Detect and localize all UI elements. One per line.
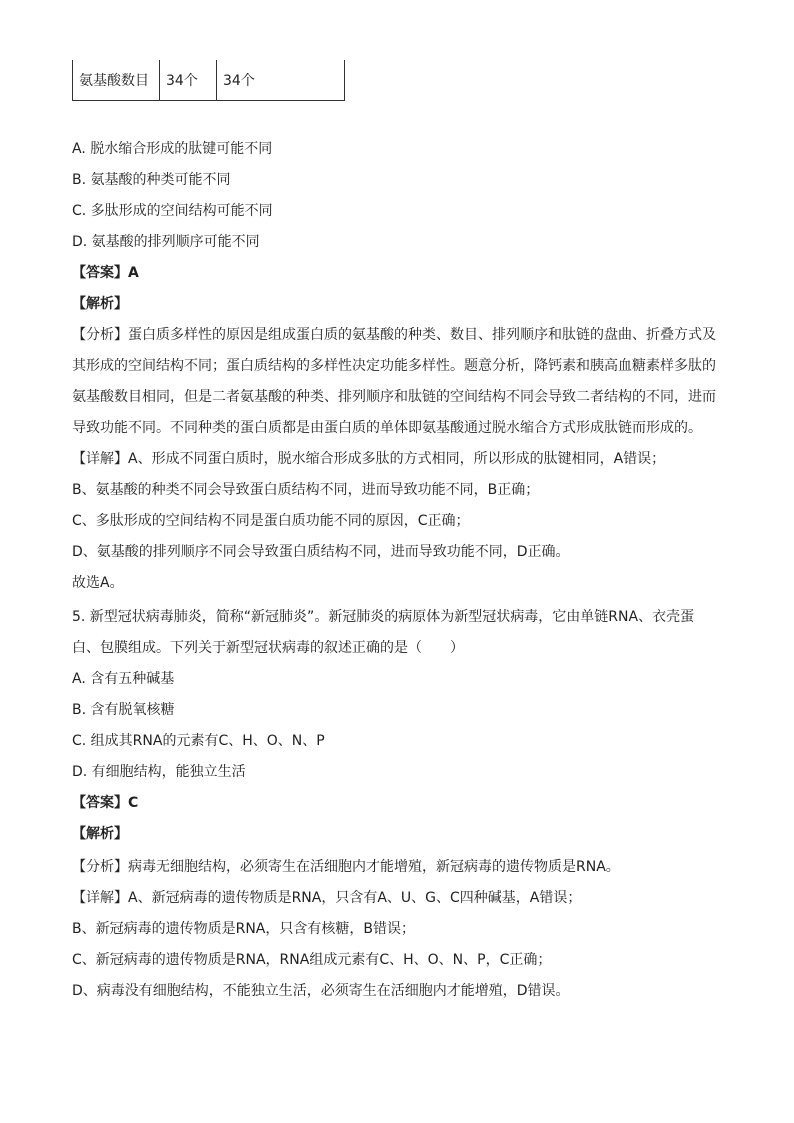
analysis-heading: 【解析】 — [72, 296, 128, 312]
detail-line: B、氨基酸的种类不同会导致蛋白质结构不同，进而导致功能不同，B正确； — [72, 482, 540, 498]
table-cell: 34个 — [217, 60, 345, 101]
table-row — [73, 60, 345, 101]
option-c: C. 组成其RNA的元素有C、H、O、N、P — [72, 733, 325, 749]
table-cell: 34个 — [160, 60, 217, 101]
option-d: D. 有细胞结构，能独立生活 — [72, 764, 246, 780]
analysis-line: 【分析】病毒无细胞结构，必须寄生在活细胞内才能增殖，新冠病毒的遗传物质是RNA。 — [72, 859, 620, 875]
table-cell: 氨基酸数目 — [73, 60, 160, 101]
analysis-line: 导致功能不同。不同种类的蛋白质都是由蛋白质的单体即氨基酸通过脱水缩合方式形成肽链而形成的。 — [72, 420, 702, 436]
detail-line: D、病毒没有细胞结构，不能独立生活，必须寄生在活细胞内才能增殖，D错误。 — [72, 983, 570, 999]
analysis-heading: 【解析】 — [72, 826, 128, 842]
detail-line: C、新冠病毒的遗传物质是RNA，RNA组成元素有C、H、O、N、P，C正确； — [72, 952, 552, 968]
option-d: D. 氨基酸的排列顺序可能不同 — [72, 234, 260, 250]
option-c: C. 多肽形成的空间结构可能不同 — [72, 203, 273, 219]
detail-line: B、新冠病毒的遗传物质是RNA，只含有核糖，B错误； — [72, 921, 415, 937]
amino-acid-table — [72, 60, 345, 101]
answer-label: 【答案】C — [72, 795, 139, 811]
detail-line: D、氨基酸的排列顺序不同会导致蛋白质结构不同，进而导致功能不同，D正确。 — [72, 544, 570, 560]
answer-label: 【答案】A — [72, 265, 139, 281]
question-stem: 白、包膜组成。下列关于新型冠状病毒的叙述正确的是（ ） — [72, 640, 464, 656]
analysis-line: 【分析】蛋白质多样性的原因是组成蛋白质的氨基酸的种类、数目、排列顺序和肽链的盘曲、折叠方式及 — [72, 327, 716, 343]
question-stem: 5. 新型冠状病毒肺炎，简称“新冠肺炎”。新冠肺炎的病原体为新型冠状病毒，它由单链RNA、衣壳蛋 — [72, 609, 695, 625]
option-b: B. 氨基酸的种类可能不同 — [72, 172, 231, 188]
conclusion-line: 故选A。 — [72, 575, 124, 591]
analysis-line: 其形成的空间结构不同；蛋白质结构的多样性决定功能多样性。题意分析，降钙素和胰高血糖素样多肽的 — [72, 358, 716, 374]
option-b: B. 含有脱氧核糖 — [72, 702, 175, 718]
analysis-line: 氨基酸数目相同，但是二者氨基酸的种类、排列顺序和肽链的空间结构不同会导致二者结构的不同，进而 — [72, 389, 716, 405]
option-a: A. 脱水缩合形成的肽键可能不同 — [72, 141, 273, 157]
detail-line: C、多肽形成的空间结构不同是蛋白质功能不同的原因，C正确； — [72, 513, 470, 529]
option-a: A. 含有五种碱基 — [72, 671, 175, 687]
detail-line: 【详解】A、新冠病毒的遗传物质是RNA，只含有A、U、G、C四种碱基，A错误； — [72, 890, 582, 906]
detail-line: 【详解】A、形成不同蛋白质时，脱水缩合形成多肽的方式相同，所以形成的肽键相同，A错误； — [72, 451, 666, 467]
